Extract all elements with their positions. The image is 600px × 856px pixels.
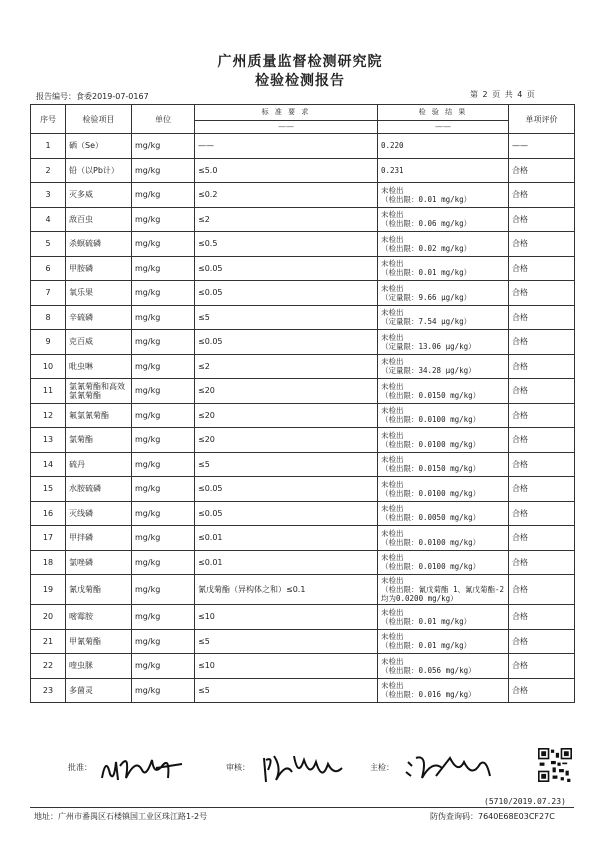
row-evaluation: 合格 [509,526,575,551]
row-evaluation: 合格 [509,207,575,232]
row-item: 氯氰菊酯和高效氯氰菊酯 [66,379,132,404]
table-row [31,678,575,703]
row-item: 硒（Se） [66,134,132,159]
row-unit: mg/kg [132,379,195,404]
row-evaluation: 合格 [509,403,575,428]
row-number: 4 [31,207,66,232]
row-evaluation: 合格 [509,330,575,355]
row-item: 甲胺磷 [66,256,132,281]
row-item: 克百威 [66,330,132,355]
row-unit: mg/kg [132,605,195,630]
address: 地址：广州市番禺区石楼镇国工业区珠江路1-2号 [34,812,208,821]
row-unit: mg/kg [132,232,195,257]
verification-code: 防伪查询码：7640E68E03CF27C [430,812,555,821]
header-standard: 标 准 要 求 [195,105,378,121]
row-standard: ≤20 [195,379,378,404]
row-number: 10 [31,354,66,379]
row-number: 3 [31,183,66,208]
row-result: 0.231 [378,158,509,183]
row-unit: mg/kg [132,501,195,526]
row-result: 未检出 （检出限：0.056 mg/kg） [378,654,509,679]
approve-signature [96,748,191,788]
row-standard: ≤0.2 [195,183,378,208]
row-result: 未检出 （检出限：0.0150 mg/kg） [378,379,509,404]
table-row [31,330,575,355]
row-item: 嘧霉胺 [66,605,132,630]
document-number: (5710/2019.07.23) [484,797,566,806]
row-unit: mg/kg [132,428,195,453]
row-unit: mg/kg [132,678,195,703]
row-evaluation: 合格 [509,305,575,330]
row-standard: ≤2 [195,354,378,379]
row-result: 未检出 （检出限：0.0150 mg/kg） [378,452,509,477]
results-table [30,104,575,703]
row-evaluation: 合格 [509,452,575,477]
table-row [31,158,575,183]
row-result: 未检出 （检出限：0.0100 mg/kg） [378,403,509,428]
row-number: 21 [31,629,66,654]
row-unit: mg/kg [132,158,195,183]
row-unit: mg/kg [132,403,195,428]
table-row [31,354,575,379]
review-label: 审核： [226,763,250,772]
row-unit: mg/kg [132,654,195,679]
row-item: 杀螟硫磷 [66,232,132,257]
header-no: 序号 [31,105,66,134]
row-result: 未检出 （检出限：0.0100 mg/kg） [378,526,509,551]
row-evaluation: 合格 [509,428,575,453]
signature-row [0,748,600,788]
row-number: 22 [31,654,66,679]
row-number: 12 [31,403,66,428]
header-result: 检 验 结 果 [378,105,509,121]
table-row [31,428,575,453]
row-item: 氯唑磷 [66,550,132,575]
approve-label: 批准： [68,763,92,772]
row-standard: ≤0.05 [195,281,378,306]
row-evaluation: —— [509,134,575,159]
row-number: 15 [31,477,66,502]
row-number: 19 [31,575,66,605]
review-signature [258,748,353,788]
row-number: 7 [31,281,66,306]
row-result: 未检出 （检出限：0.01 mg/kg） [378,605,509,630]
row-unit: mg/kg [132,477,195,502]
row-item: 喹虫脒 [66,654,132,679]
author-label: 主检： [370,763,394,772]
row-evaluation: 合格 [509,354,575,379]
row-unit: mg/kg [132,183,195,208]
row-unit: mg/kg [132,452,195,477]
row-result: 未检出 （检出限：0.0100 mg/kg） [378,550,509,575]
qr-code-icon [538,748,572,782]
row-evaluation: 合格 [509,678,575,703]
table-row [31,232,575,257]
row-item: 氯菊酯 [66,428,132,453]
row-number: 1 [31,134,66,159]
row-standard: ≤0.01 [195,550,378,575]
row-item: 吡虫啉 [66,354,132,379]
row-item: 硫丹 [66,452,132,477]
row-standard: ≤20 [195,428,378,453]
row-result: 未检出 （检出限：0.0100 mg/kg） [378,428,509,453]
row-result: 未检出 （定量限：34.28 μg/kg） [378,354,509,379]
header-result-dash: —— [378,120,509,133]
report-number: 报告编号：食委2019-07-0167 [36,92,149,101]
row-result: 未检出 （检出限：0.06 mg/kg） [378,207,509,232]
header-evaluation: 单项评价 [509,105,575,134]
row-number: 17 [31,526,66,551]
row-result: 未检出 （检出限：0.016 mg/kg） [378,678,509,703]
row-result: 未检出 （检出限：0.01 mg/kg） [378,183,509,208]
row-result: 未检出 （检出限：氰戊菊酯 1、氰戊菊酯-2均为0.0200 mg/kg） [378,575,509,605]
row-item: 多菌灵 [66,678,132,703]
row-evaluation: 合格 [509,501,575,526]
table-row [31,477,575,502]
row-standard: ≤20 [195,403,378,428]
row-result: 未检出 （检出限：0.0050 mg/kg） [378,501,509,526]
row-unit: mg/kg [132,207,195,232]
row-item: 甲氰菊酯 [66,629,132,654]
row-number: 14 [31,452,66,477]
row-number: 23 [31,678,66,703]
row-evaluation: 合格 [509,550,575,575]
table-row [31,305,575,330]
row-number: 9 [31,330,66,355]
row-result: 未检出 （定量限：7.54 μg/kg） [378,305,509,330]
row-number: 11 [31,379,66,404]
table-row [31,605,575,630]
table-row [31,183,575,208]
row-evaluation: 合格 [509,379,575,404]
table-row [31,654,575,679]
table-row [31,134,575,159]
row-standard: ≤5.0 [195,158,378,183]
row-number: 13 [31,428,66,453]
row-number: 8 [31,305,66,330]
row-evaluation: 合格 [509,477,575,502]
row-unit: mg/kg [132,354,195,379]
row-unit: mg/kg [132,281,195,306]
row-standard: ≤5 [195,629,378,654]
row-result: 未检出 （定量限：9.66 μg/kg） [378,281,509,306]
row-standard: ≤0.01 [195,526,378,551]
row-evaluation: 合格 [509,158,575,183]
header-unit: 单位 [132,105,195,134]
row-standard: ≤2 [195,207,378,232]
row-result: 未检出 （检出限：0.0100 mg/kg） [378,477,509,502]
table-row [31,207,575,232]
row-item: 氟氯氰菊酯 [66,403,132,428]
table-row [31,379,575,404]
row-evaluation: 合格 [509,629,575,654]
row-unit: mg/kg [132,629,195,654]
row-evaluation: 合格 [509,575,575,605]
row-item: 铅（以Pb计） [66,158,132,183]
row-unit: mg/kg [132,305,195,330]
row-number: 20 [31,605,66,630]
table-row [31,629,575,654]
table-row [31,281,575,306]
row-result: 未检出 （定量限：13.06 μg/kg） [378,330,509,355]
row-item: 辛硫磷 [66,305,132,330]
row-evaluation: 合格 [509,232,575,257]
table-row [31,526,575,551]
row-standard: ≤5 [195,452,378,477]
row-standard: ≤0.05 [195,256,378,281]
row-item: 甲拌磷 [66,526,132,551]
row-unit: mg/kg [132,256,195,281]
row-unit: mg/kg [132,134,195,159]
row-unit: mg/kg [132,575,195,605]
table-row [31,550,575,575]
row-unit: mg/kg [132,526,195,551]
institute-title: 广州质量监督检测研究院 [217,54,383,70]
row-evaluation: 合格 [509,605,575,630]
table-row [31,575,575,605]
row-standard: ≤0.5 [195,232,378,257]
row-item: 灭线磷 [66,501,132,526]
row-standard: ≤0.05 [195,330,378,355]
row-result: 未检出 （检出限：0.02 mg/kg） [378,232,509,257]
row-evaluation: 合格 [509,183,575,208]
row-item: 氧乐果 [66,281,132,306]
row-item: 氰戊菊酯 [66,575,132,605]
row-number: 5 [31,232,66,257]
author-signature [402,748,497,788]
row-item: 灭多威 [66,183,132,208]
row-standard: —— [195,134,378,159]
table-row [31,501,575,526]
header-item: 检验项目 [66,105,132,134]
row-unit: mg/kg [132,550,195,575]
row-standard: 氰戊菊酯（异构体之和）≤0.1 [195,575,378,605]
row-standard: ≤10 [195,605,378,630]
row-evaluation: 合格 [509,654,575,679]
row-evaluation: 合格 [509,256,575,281]
row-standard: ≤5 [195,678,378,703]
table-row [31,403,575,428]
row-result: 未检出 （检出限：0.01 mg/kg） [378,629,509,654]
row-number: 18 [31,550,66,575]
row-result: 0.220 [378,134,509,159]
table-row [31,256,575,281]
row-result: 未检出 （检出限：0.01 mg/kg） [378,256,509,281]
page-info: 第 2 页 共 4 页 [470,90,536,99]
report-type-title: 检验检测报告 [255,73,345,89]
row-number: 16 [31,501,66,526]
row-item: 敌百虫 [66,207,132,232]
row-standard: ≤0.05 [195,477,378,502]
table-row [31,452,575,477]
row-number: 2 [31,158,66,183]
header-standard-dash: —— [195,120,378,133]
footer-divider [30,807,574,808]
row-standard: ≤5 [195,305,378,330]
row-standard: ≤10 [195,654,378,679]
row-evaluation: 合格 [509,281,575,306]
row-number: 6 [31,256,66,281]
row-unit: mg/kg [132,330,195,355]
row-standard: ≤0.05 [195,501,378,526]
row-item: 水胺硫磷 [66,477,132,502]
